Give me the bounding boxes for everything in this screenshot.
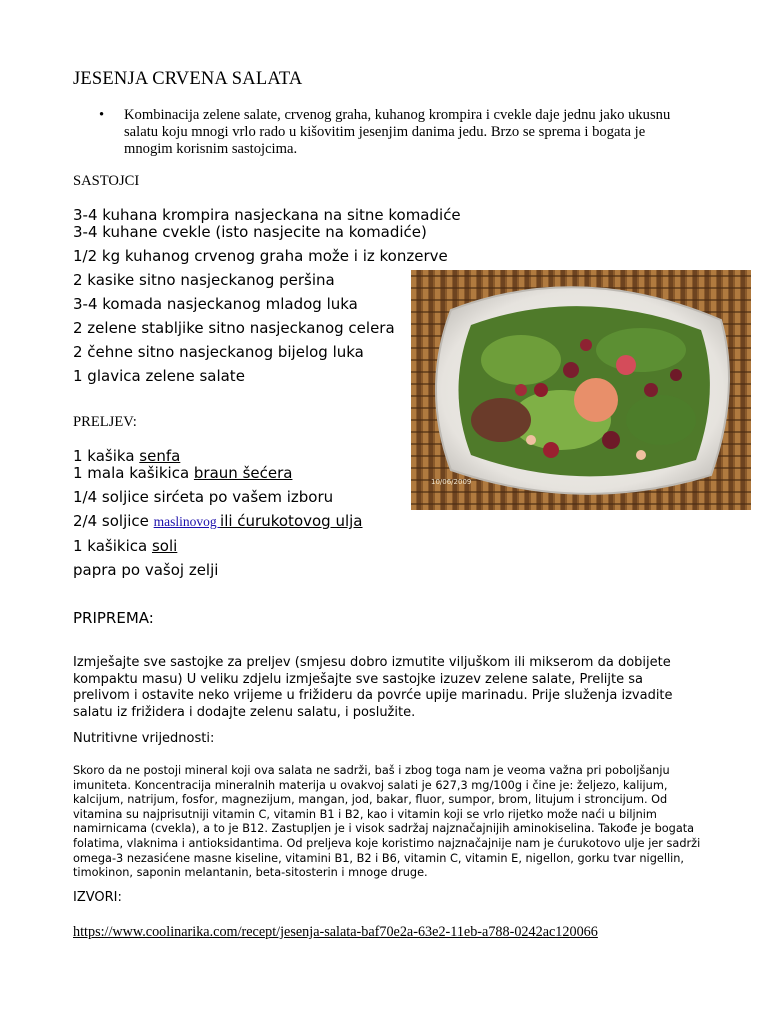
ingredient-item: 3-4 komada nasjeckanog mladog luka [73,295,358,313]
dressing-heading: PRELJEV: [73,414,137,430]
maslinovog-link[interactable]: maslinovog [153,514,221,529]
soli-link[interactable]: soli [151,537,178,555]
nutrition-paragraph: Skoro da ne postoji mineral koji ova salata ne sadrži, baš i zbog toga nam je veoma važna pri poboljšanju imuniteta. Koncentracija mineralnih materija u ovakvoj salati je 627,3 mg/100g i čine je: željezo, kalijum, kalcijum, natrijum, fosfor, magnezijum, mangan, jod, bakar, fluor, sumpor, brom, litujum i stroncijum. Od vitamina su najprisutniji vitamin C, vitamin B1 i B2, kao i vitamin koji se vrlo rijetko može naći u biljnim namirnicama (cvekla), a to je B12. Zastupljen je i visok sadržaj najznačajnijih aminokiselina. Takođe je bogata folatima, vlaknima i antioksidantima. Od preljeva koje koristimo najznačajnije nam je ćurukotovo ulje jer sadrži omega-3 nezasićene masne kiseline, vitamini B1, B2 i B6, vitamin C, vitamin E, nigellon, gorku tvar nigellin, timokinon, saponin melantanin, beta-sitosterin i mnoge druge. [73,764,701,880]
ingredient-item: 1 glavica zelene salate [73,367,245,385]
preparation-paragraph: Izmješajte sve sastojke za preljev (smjesu dobro izmutite viljuškom ili mikserom da dobijete kompaktu masu) U veliku zdjelu izmješajte sve sastojke izuzev zelene salate, Prelijte sa prelivom i ostavite neko vrijeme u frižideru da povrće upije marinadu. Prije služenja izvadite salatu iz frižidera i dodajte zelenu salatu, i poslužite. [73,655,673,720]
dressing-item-text: 1 kašika [73,447,140,465]
ingredient-item: 3-4 kuhane cvekle (isto nasjecite na komadiće) [73,223,427,241]
recipe-title: JESENJA CRVENA SALATA [73,69,303,89]
curukotovog-ulja-link[interactable]: ili ćurukotovog ulja [220,512,363,530]
dressing-item [73,512,363,530]
bullet-marker: • [99,107,105,123]
dressing-item [73,464,292,482]
ingredient-item: 1/2 kg kuhanog crvenog graha može i iz konzerve [73,247,448,265]
dressing-item-text: 2/4 soljice [73,512,154,530]
ingredients-heading: SASTOJCI [73,173,140,189]
salad-photo [411,270,751,510]
intro-paragraph: Kombinacija zelene salate, crvenog graha, kuhanog krompira i cvekle daje jednu jako ukusnu salatu koju mnogi vrlo rado u kišovitim jesenjim danima jedu. Brzo se sprema i bogata je mnogim korisnim sastojcima. [124,107,671,157]
braun-secera-link[interactable]: braun šećera [193,464,293,482]
salad-photo-drawing [411,270,751,510]
dressing-item-text: 1 mala kašikica [73,464,194,482]
dressing-item: papra po vašoj zelji [73,561,219,579]
dressing-item [73,447,180,465]
dressing-item: 1/4 soljice sirćeta po vašem izboru [73,488,334,506]
sources-heading: IZVORI: [73,890,122,905]
dressing-item [73,537,177,555]
source-link[interactable]: https://www.coolinarika.com/recept/jesenja-salata-baf70e2a-63e2-11eb-a788-0242ac120066 [73,924,598,940]
photo-date-stamp: 10/06/2009 [431,478,472,486]
dressing-item-text: 1 kašikica [73,537,152,555]
nutrition-heading: Nutritivne vrijednosti: [73,731,215,746]
ingredient-item: 2 zelene stabljike sitno nasjeckanog celera [73,319,395,337]
ingredient-item: 2 čehne sitno nasjeckanog bijelog luka [73,343,364,361]
preparation-heading: PRIPREMA: [73,609,154,627]
senfa-link[interactable]: senfa [139,447,181,465]
ingredient-item: 2 kasike sitno nasjeckanog peršina [73,271,335,289]
ingredient-item: 3-4 kuhana krompira nasjeckana na sitne komadiće [73,206,461,224]
